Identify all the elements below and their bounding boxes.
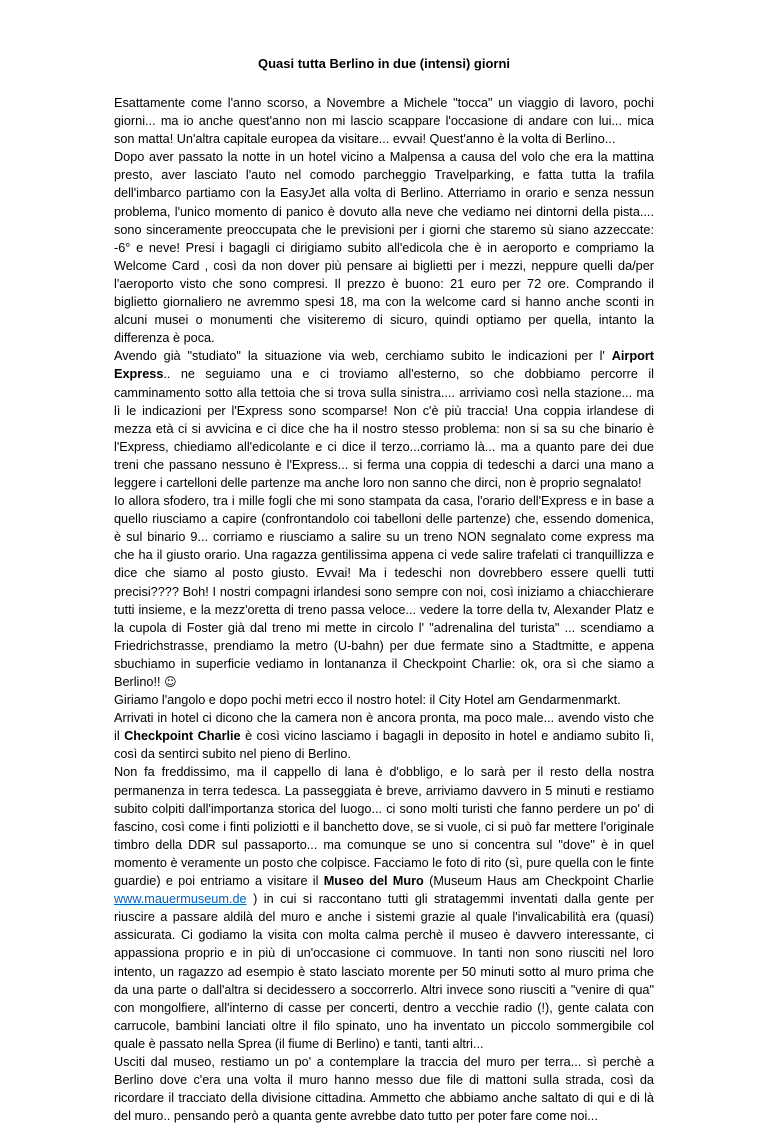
paragraph-airport-express [114, 347, 654, 492]
paragraph-train [114, 492, 654, 691]
text-segment: .. ne seguiamo una e ci troviamo all'esterno, so che dobbiamo percorre il camminamento sotto alla tettoia che si trova sulla sinistra.... arriviamo così nella stazione... ma lì le indicazioni per l'Express sono scomparse! Non c'è più traccia! Una coppia irlandese di mezza età ci si avvicina e ci dice che ha il nostro stesso problema: non si sa su che binario è l'Express, chiediamo all'edicolante e ci dice il terzo...corriamo là... ma a quanto pare dei due treni che passano nessuno è l'Express... si ferma una coppia di tedeschi a darci una mano a leggere i cartelloni delle partenze ma anche loro non sanno che dirci, non è proprio segnalato! [114, 367, 654, 490]
paragraph-checkpoint [114, 709, 654, 763]
mauermuseum-link[interactable]: www.mauermuseum.de [114, 892, 247, 907]
text-segment: Io allora sfodero, tra i mille fogli che mi sono stampata da casa, l'orario dell'Express e in base a quello riusciamo a capire (confrontandolo coi tabelloni delle partenze) che, essendo domenica, è sul binario 9... corriamo e riusciamo a salire su un treno NON segnalato come express ma che ha il giusto orario. Una ragazza gentilissima appena ci vede salire trafelati ci tranquillizza e dice che siamo al posto giusto. Evvai! Ma i tedeschi non dovrebbero essere quelli tutti precisi???? Boh! I nostri compagni irlandesi sono sempre con noi, così iniziamo a chiacchierare tutti insieme, e la mezz'oretta di treno passa veloce... vedere la torre della tv, Alexander Platz e la cupola di Foster già dal treno mi mette in circolo l' "adrenalina del turista" ... scendiamo a Friedrichstrasse, prendiamo la metro (U-bahn) per due fermate sino a Stadtmitte, e appena sbuchiamo in superficie vediamo in lontananza il Checkpoint Charlie: ok, ora sì che siamo a Berlino!! [114, 494, 654, 689]
airport-express-bold: Airport Express [114, 349, 654, 382]
checkpoint-charlie-bold: Checkpoint Charlie [124, 729, 241, 744]
paragraph-museum [114, 763, 654, 1053]
museo-del-muro-bold: Museo del Muro [323, 874, 424, 889]
paragraph-hotel: Giriamo l'angolo e dopo pochi metri ecco il nostro hotel: il City Hotel am Gendarmenmarkt. [114, 693, 621, 708]
paragraph-arrival: Dopo aver passato la notte in un hotel vicino a Malpensa a causa del volo che era la mattina presto, aver lasciato l'auto nel comodo parcheggio Travelparking, e fatta tutta la trafila dell'imbarco partiamo con la EasyJet alla volta di Berlino. Atterriamo in orario e senza nessun problema, l'unico momento di panico è dovuto alla neve che vediamo nei dintorni della pista.... sono sinceramente preoccupata che le previsioni per i giorni che staremo sù siano azzeccate: -6° e neve! Presi i bagagli ci dirigiamo subito all'edicola che è in aeroporto e compriamo la Welcome Card , così da non dover più pensare ai biglietti per i mezzi, neppure quelli da/per l'aeroporto visto che sono compresi. Il prezzo è buono: 21 euro per 72 ore. Comprando il biglietto giornaliero ne avremmo spesi 18, ma con la welcome card si hanno anche sconti in alcuni musei o monumenti che visiteremo di sicuro, quindi optiamo per quella, intanto la differenza è poca. [114, 150, 654, 346]
text-segment: (Museum Haus am Checkpoint Charlie [423, 874, 654, 889]
document-body [114, 94, 654, 1125]
document-title: Quasi tutta Berlino in due (intensi) giorni [257, 56, 511, 71]
text-segment: Non fa freddissimo, ma il cappello di lana è d'obbligo, e lo sarà per il resto della nostra permanenza in terra tedesca. La passeggiata è breve, arriviamo davvero in 5 minuti e restiamo subito colpiti dall'importanza storica del luogo... ci sono molti turisti che fanno perdere un po' di fascino, così come i finti poliziotti e il banchetto dove, se si vuole, ci si può far mettere l'originale timbro della DDR sul passaporto... ma comunque se uno si concentra sul "dove" è in quel momento è veramente un posto che colpisce. Facciamo le foto di rito (sì, pure quella con le finte guardie) e poi entriamo a visitare il [114, 765, 654, 889]
text-segment: Arrivati in hotel ci dicono che la camera non è ancora pronta, ma poco male... avendo visto che il [114, 711, 654, 744]
text-segment: è così vicino lasciamo i bagagli in deposito in hotel e andiamo subito lì, così da sentirci subito nel pieno di Berlino. [114, 729, 654, 762]
text-segment: Avendo già "studiato" la situazione via web, cerchiamo subito le indicazioni per l' [114, 349, 612, 364]
smiley-icon: ☺ [164, 675, 177, 689]
text-segment: ) in cui si raccontano tutti gli stratagemmi inventati dalla gente per riuscire a passare aldilà del muro e anche i sistemi grazie al quale l'invalicabilità era (quasi) assicurata. Ci godiamo la visita con molta calma perchè il museo è davvero interessante, ci appassiona proprio e in più di un'occasione ci commuove. In tanti non sono riusciti nel loro intento, un ragazzo ad esempio è stato lasciato morente per 50 minuti sotto al muro prima che da una parte o dall'altra si decidessero a soccorrerlo. Altri invece sono riusciti a "venire di qua" con mongolfiere, all'interno di casse per concerti, dentro a vecchie radio (!), gente calata con carrucole, bambini lanciati oltre il filo spinato, uno ha inventato un piccolo sommergibile col quale è passato nella Sprea (il fiume di Berlino) e tanti, tanti altri... [114, 892, 654, 1051]
paragraph-intro: Esattamente come l'anno scorso, a Novembre a Michele "tocca" un viaggio di lavoro, pochi giorni... ma io anche quest'anno non mi lascio scappare l'occasione di andare con lui... mica son matta! Un'altra capitale europea da visitare... evvai! Quest'anno è la volta di Berlino... [114, 96, 654, 147]
paragraph-wall-trace: Usciti dal museo, restiamo un po' a contemplare la traccia del muro per terra... sì perchè a Berlino dove c'era una volta il muro hanno messo due file di mattoni sulla strada, così da ricordare il tracciato della divisione cittadina. Ammetto che abbiamo anche saltato di qui e di là del muro.. pensando però a quanta gente avrebbe dato tutto per poter fare come noi... [114, 1054, 654, 1124]
